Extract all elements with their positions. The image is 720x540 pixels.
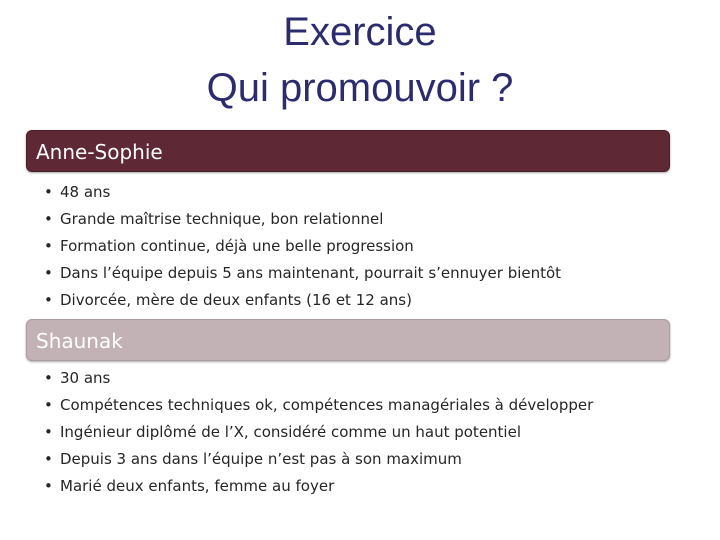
list-item: • Grande maîtrise technique, bon relationnel <box>44 206 561 233</box>
slide-subtitle: Qui promouvoir ? <box>206 66 514 110</box>
list-item: • Ingénieur diplômé de l’X, considéré comme un haut potentiel <box>44 419 593 446</box>
list-item: • Dans l’équipe depuis 5 ans maintenant, pourrait s’ennuyer bientôt <box>44 260 561 287</box>
candidate-header-shaunak: Shaunak <box>26 319 670 361</box>
list-item: • Marié deux enfants, femme au foyer <box>44 473 593 500</box>
candidate-list-anne-sophie <box>44 179 561 314</box>
slide-title: Exercice <box>283 10 437 54</box>
list-item: • Depuis 3 ans dans l’équipe n’est pas à son maximum <box>44 446 593 473</box>
list-item: • Formation continue, déjà une belle progression <box>44 233 561 260</box>
candidate-header-anne-sophie: Anne-Sophie <box>26 130 670 172</box>
list-item: • 30 ans <box>44 365 593 392</box>
list-item: • 48 ans <box>44 179 561 206</box>
list-item: • Divorcée, mère de deux enfants (16 et 12 ans) <box>44 287 561 314</box>
list-item: • Compétences techniques ok, compétences managériales à développer <box>44 392 593 419</box>
candidate-list-shaunak <box>44 365 593 500</box>
